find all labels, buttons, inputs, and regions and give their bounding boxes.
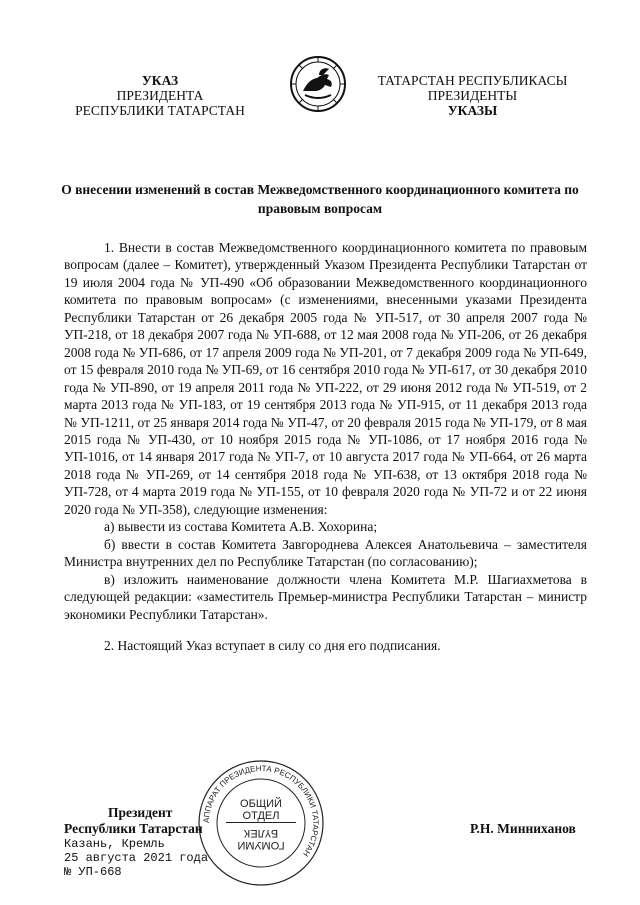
issue-place: Казань, Кремль bbox=[64, 837, 165, 851]
signature-position-line-1: Президент bbox=[108, 805, 173, 820]
issue-number: № УП-668 bbox=[64, 865, 122, 879]
issue-date: 25 августа 2021 года bbox=[64, 851, 209, 865]
header-right-line-2: ПРЕЗИДЕНТЫ bbox=[427, 88, 518, 103]
item-2: 2. Настоящий Указ вступает в силу со дня его подписания. bbox=[104, 637, 441, 653]
header-left-line-1: УКАЗ bbox=[141, 73, 179, 88]
header-right bbox=[370, 73, 575, 118]
header-right-line-1: ТАТАРСТАН РЕСПУБЛИКАСЫ bbox=[377, 73, 568, 88]
signature-position bbox=[64, 805, 264, 837]
item-1-a: а) вывести из состава Комитета А.В. Хохорина; bbox=[104, 519, 378, 535]
document-title: О внесении изменений в состав Межведомственного координационного комитета по правовым вопросам bbox=[61, 182, 579, 216]
header-right-line-3: УКАЗЫ bbox=[447, 103, 498, 118]
stamp-line-1: ОБЩИЙ bbox=[240, 798, 282, 810]
item-1: 1. Внести в состав Межведомственного координационного комитета по правовым вопросам (далее – Комитет), утвержденный Указом Президента Республики Татарстан от 19 июля 2004 года № УП-490 «Об образовании Межведомственного координационного комитета по правовым вопросам» (с изменениями, внесенными указами Президента Республики Татарстан от 26 декабря 2005 года № УП-517, от 30 апреля 2007 года № УП-218, от 18 декабря 2007 года № УП-688, от 12 мая 2008 года № УП-206, от 26 декабря 2008 года № УП-686, от 17 апреля 2009 года № УП-201, от 7 декабря 2009 года № УП-649, от 15 февраля 2010 года № УП-69, от 16 сентября 2010 года № УП-617, от 30 декабря 2010 года № УП-890, от 19 апреля 2011 года № УП-222, от 29 июня 2012 года № УП-519, от 2 марта 2013 года № УП-183, от 19 сентября 2013 года № УП-915, от 11 декабря 2013 года № УП-1211, от 25 января 2014 года № УП-47, от 20 февраля 2015 года № УП-179, от 8 мая 2015 года № УП-430, от 10 ноября 2015 года № УП-1086, от 17 ноября 2016 года № УП-1016, от 14 января 2017 года № УП-7, от 10 августа 2017 года № УП-664, от 26 марта 2018 года № УП-269, от 14 сентября 2018 года № УП-638, от 13 октября 2018 года № УП-728, от 4 марта 2019 года № УП-155, от 10 февраля 2020 года № УП-72 и от 22 июня 2020 года № УП-358), следующие изменения: bbox=[64, 240, 587, 517]
signature-name: Р.Н. Минниханов bbox=[470, 821, 576, 836]
signature-position-line-2: Республики Татарстан bbox=[64, 821, 203, 836]
stamp-ring-text: АППАРАТ ПРЕЗИДЕНТА РЕСПУБЛИКИ ТАТАРСТАН bbox=[201, 763, 321, 859]
stamp-line-2: ОТДЕЛ bbox=[226, 810, 296, 823]
item-1-b: б) ввести в состав Комитета Завгороднева Алексея Анатольевича – заместителя Министра внутренних дел по Республике Татарстан (по согласованию); bbox=[64, 536, 587, 570]
header-left bbox=[60, 73, 260, 118]
stamp-line-4: ГОМУМИ bbox=[237, 839, 285, 851]
coat-of-arms-emblem bbox=[289, 55, 347, 113]
item-1-c: в) изложить наименование должности члена Комитета М.Р. Шагиахметова в следующей редакции: «заместитель Премьер-министра Республики Татарстан – министр экономики Республики Татарстан». bbox=[64, 571, 587, 622]
document-body bbox=[64, 239, 587, 654]
stamp-line-3: БҮЛЕК bbox=[243, 827, 279, 839]
header-left-line-2: ПРЕЗИДЕНТА bbox=[116, 88, 204, 103]
header-left-line-3: РЕСПУБЛИКИ ТАТАРСТАН bbox=[75, 103, 245, 118]
issue-details bbox=[64, 837, 208, 879]
coat-of-arms-icon bbox=[289, 55, 347, 113]
